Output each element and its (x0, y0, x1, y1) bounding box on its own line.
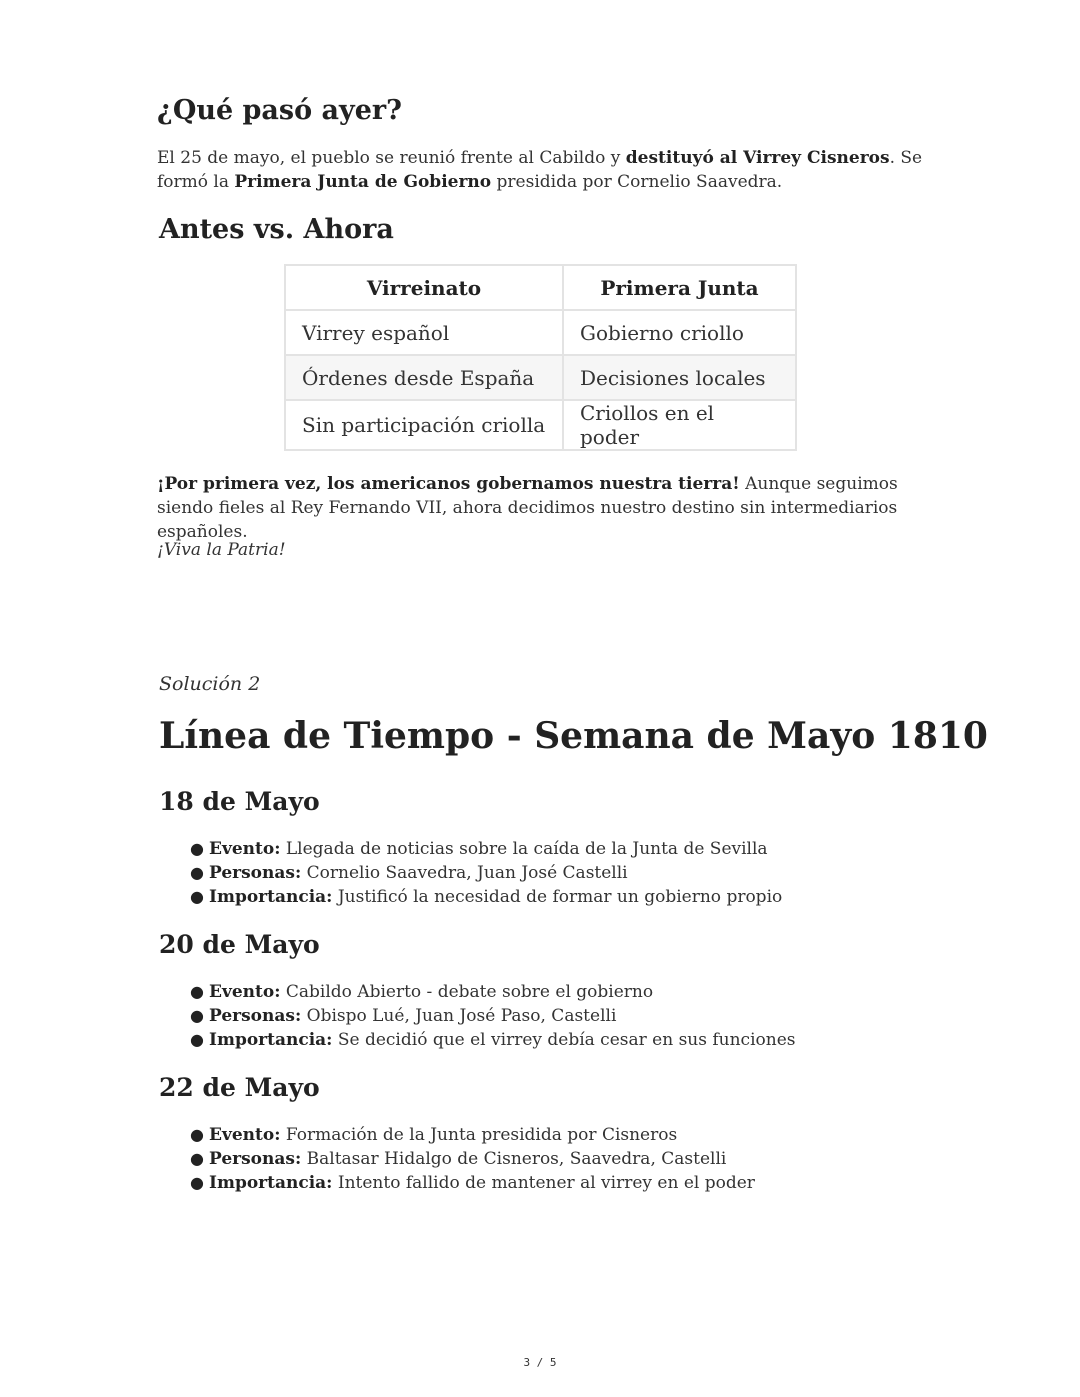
list-item (159, 1004, 796, 1028)
table-row (285, 310, 796, 355)
comparison-table (284, 264, 797, 451)
day-heading: 20 de Mayo (159, 930, 320, 959)
bullet-icon: ● (190, 1125, 204, 1144)
intro-bold-2: Primera Junta de Gobierno (234, 172, 492, 192)
bullet-icon: ● (190, 1006, 204, 1025)
list-item (159, 1147, 755, 1171)
item-text: Se decidió que el virrey debía cesar en sus funciones (332, 1030, 796, 1050)
item-label: Evento: (209, 839, 281, 859)
solution-label: Solución 2 (159, 673, 261, 695)
day-heading: 22 de Mayo (159, 1073, 320, 1102)
list-item (159, 1123, 755, 1147)
list-item (159, 980, 796, 1004)
bullet-icon: ● (190, 1149, 204, 1168)
closing-paragraph (157, 472, 927, 544)
bullet-icon: ● (190, 887, 204, 906)
table-header: Primera Junta (563, 265, 796, 310)
page-number: 3 / 5 (523, 1356, 557, 1369)
event-list (159, 980, 796, 1052)
bullet-icon: ● (190, 863, 204, 882)
list-item (159, 837, 782, 861)
timeline-title: Línea de Tiempo - Semana de Mayo 1810 (159, 715, 988, 757)
item-label: Importancia: (209, 887, 333, 907)
item-label: Evento: (209, 982, 281, 1002)
table-header: Virreinato (285, 265, 563, 310)
list-item (159, 885, 782, 909)
item-text: Formación de la Junta presidida por Cisneros (280, 1125, 678, 1145)
intro-text-1: El 25 de mayo, el pueblo se reunió frente al Cabildo y (157, 148, 626, 168)
intro-text-2: . Se formó la (157, 148, 923, 192)
item-text: Llegada de noticias sobre la caída de la Junta de Sevilla (280, 839, 768, 859)
item-label: Personas: (209, 1149, 302, 1169)
item-label: Importancia: (209, 1173, 333, 1193)
day-heading: 18 de Mayo (159, 787, 320, 816)
event-list (159, 1123, 755, 1195)
bullet-icon: ● (190, 982, 204, 1001)
item-text: Obispo Lué, Juan José Paso, Castelli (301, 1006, 617, 1026)
item-text: Intento fallido de mantener al virrey en el poder (332, 1173, 755, 1193)
item-text: Cabildo Abierto - debate sobre el gobierno (280, 982, 654, 1002)
item-label: Personas: (209, 1006, 302, 1026)
list-item (159, 1171, 755, 1195)
table-row (285, 355, 796, 400)
bullet-icon: ● (190, 1173, 204, 1192)
intro-text-3: presidida por Cornelio Saavedra. (491, 172, 783, 192)
intro-paragraph (157, 146, 927, 194)
bullet-icon: ● (190, 1030, 204, 1049)
item-label: Personas: (209, 863, 302, 883)
viva-la-patria: ¡Viva la Patria! (157, 540, 286, 560)
item-text: Baltasar Hidalgo de Cisneros, Saavedra, Castelli (301, 1149, 727, 1169)
table-header-row (285, 265, 796, 310)
item-text: Cornelio Saavedra, Juan José Castelli (301, 863, 628, 883)
table-cell: Gobierno criollo (563, 310, 796, 355)
table-cell: Virrey español (285, 310, 563, 355)
table-cell: Decisiones locales (563, 355, 796, 400)
section-heading-antes-ahora: Antes vs. Ahora (159, 214, 394, 245)
table-row (285, 400, 796, 450)
table-cell: Órdenes desde España (285, 355, 563, 400)
item-label: Importancia: (209, 1030, 333, 1050)
closing-text: Aunque seguimos siendo fieles al Rey Fernando VII, ahora decidimos nuestro destino sin intermediarios españoles. (157, 474, 898, 542)
intro-bold-1: destituyó al Virrey Cisneros (625, 148, 890, 168)
table-cell: Sin participación criolla (285, 400, 563, 450)
item-label: Evento: (209, 1125, 281, 1145)
list-item (159, 1028, 796, 1052)
bullet-icon: ● (190, 839, 204, 858)
event-list (159, 837, 782, 909)
closing-bold: ¡Por primera vez, los americanos gobernamos nuestra tierra! (157, 474, 740, 494)
section-heading-que-paso: ¿Qué pasó ayer? (157, 95, 402, 126)
list-item (159, 861, 782, 885)
item-text: Justificó la necesidad de formar un gobierno propio (332, 887, 783, 907)
table-cell: Criollos en el poder (563, 400, 796, 450)
